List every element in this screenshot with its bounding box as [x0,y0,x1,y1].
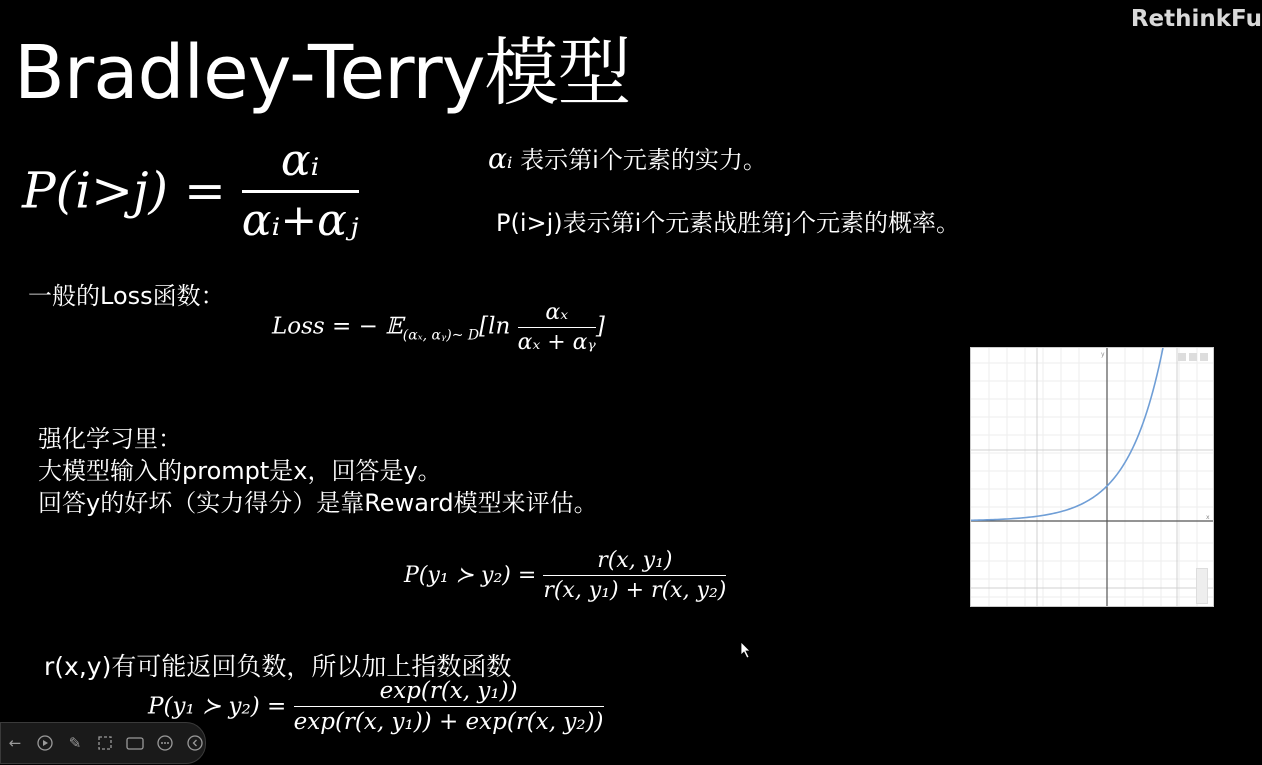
loss-bracket-close: ] [595,313,605,340]
page-title: Bradley-Terry模型 [14,30,631,116]
alpha-symbol: αᵢ [488,142,513,175]
loss-numerator: αₓ [518,300,596,328]
left-arrow-icon[interactable]: ← [8,734,22,752]
exp-reward-formula [148,678,604,735]
reward-probability-formula [404,548,726,603]
rl-explanation [38,423,598,519]
loss-lhs: Loss = − 𝔼 [272,313,403,340]
loss-label: 一般的Loss函数： [28,282,225,310]
graph-tool-icon[interactable] [1178,353,1186,361]
exp-denominator: exp(r(x, y₁)) + exp(r(x, y₂)) [293,709,604,735]
screenshot-icon[interactable] [95,733,115,753]
alpha-description [488,140,767,175]
pen-icon[interactable]: ✎ [68,734,82,752]
alpha-description-text: 表示第i个元素的实力。 [512,146,767,174]
graph-expand-icon[interactable] [1200,353,1208,361]
collapse-icon[interactable] [185,733,205,753]
probability-description: P(i>j)表示第i个元素战胜第j个元素的概率。 [496,209,960,237]
loss-denominator: αₓ + αᵧ [517,330,596,355]
reward-numerator: r(x, y₁) [543,548,726,576]
reward-fraction [543,548,726,603]
graph-zoom-controls[interactable] [1196,568,1208,604]
exp-lhs: P(y₁ ≻ y₂) = [148,693,294,720]
exp-fraction [294,678,604,735]
presentation-toolbar [0,722,206,764]
svg-text:y: y [1101,351,1105,358]
rl-line: 大模型输入的prompt是x，回答是y。 [38,457,442,485]
graph-settings-icon[interactable] [1189,353,1197,361]
graph-canvas [971,348,1213,606]
svg-text:x: x [1206,514,1210,521]
brand-watermark: RethinkFu [1130,6,1262,32]
exp-function-graph [970,347,1214,607]
loss-bracket-open: [ln [479,313,511,340]
rl-line: 回答y的好坏（实力得分）是靠Reward模型来评估。 [38,489,598,517]
mouse-cursor-icon [740,641,752,663]
formula-fraction [242,135,359,246]
formula-lhs: P(i>j) = [22,161,226,220]
negative-reward-note: r(x,y)有可能返回负数，所以加上指数函数 [44,652,512,681]
formula-denominator: αᵢ+αⱼ [241,195,359,246]
formula-numerator: αᵢ [242,135,359,193]
rl-line: 强化学习里： [38,425,182,453]
reward-denominator: r(x, y₁) + r(x, y₂) [543,578,727,603]
reward-lhs: P(y₁ ≻ y₂) = [404,563,544,588]
more-icon[interactable] [155,733,175,753]
window-icon[interactable] [125,733,145,753]
exp-curve [971,348,1163,520]
loss-fraction [518,300,596,355]
bt-probability-formula [22,135,359,246]
graph-top-controls [1178,353,1208,361]
play-icon[interactable] [35,733,55,753]
loss-formula [272,300,605,355]
loss-expectation-subscript: (αₓ, αᵧ)~ D [402,327,480,344]
exp-numerator: exp(r(x, y₁)) [294,678,604,707]
